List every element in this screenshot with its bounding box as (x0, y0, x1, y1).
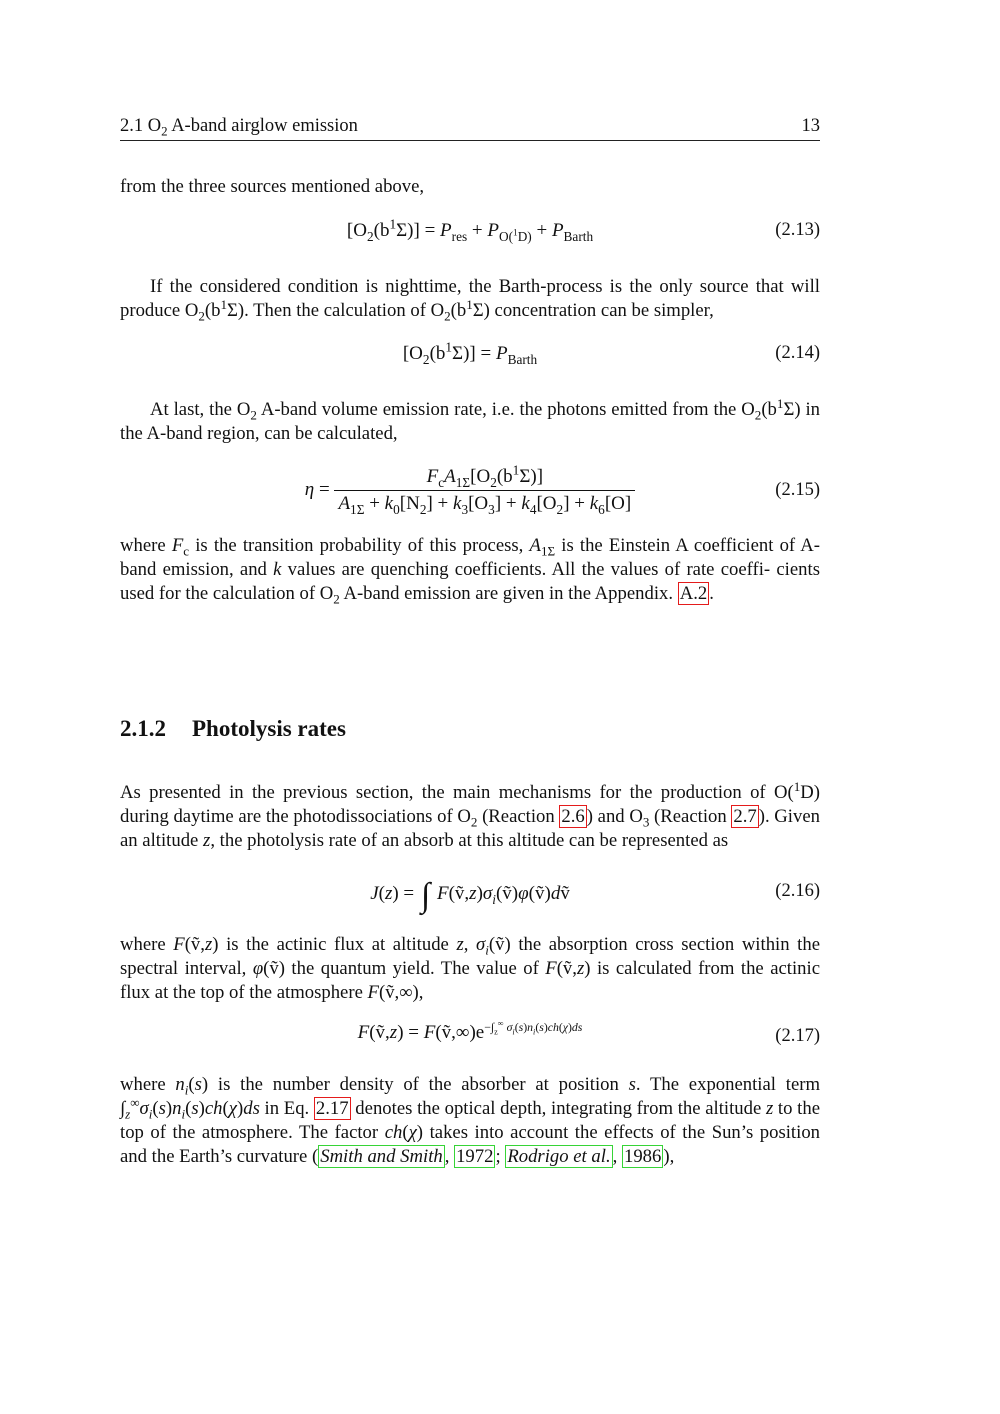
citation-rodrigo-author[interactable]: Rodrigo et al. (507, 1146, 611, 1167)
running-header (120, 116, 820, 141)
equation-2-15 (120, 462, 820, 518)
reaction-link-2-6[interactable]: 2.6 (561, 806, 585, 827)
citation-smith-year[interactable]: 1972 (456, 1146, 494, 1167)
paragraph-optical-depth: where $n_i(s)$ is the number density of the absorber at position s. The exponential term $\int_z^\infty\sigma_i(s)n_i(s)ch(\chi)ds$ in Eq. 2.17 denotes the optical depth, integrating from the altitude z to the top of the atmosphere. The factor ch(χ) takes into account the effects of the Sun’s position and the Earth’s curvature ( Smith and Smith , 1972 ; Rodrigo et al. , 1986 ), (120, 1074, 821, 1167)
equation-2-13-body: $[O_2(b^1\Sigma)] = P_{res} + P_{O(^1D)} + P_{Barth}$ (346, 216, 594, 244)
running-title: 2.1 $O_2$ A-band airglow emission (120, 116, 358, 139)
equation-2-16-body: J(z) = ∫ $F(ṽ,z)\sigma_i(ṽ)\varphi(ṽ)dṽ$ (370, 877, 570, 914)
paragraph-nighttime: If the considered condition is nighttime, the Barth-process is the only source that will produce $O_2(b^1\Sigma)$. Then the calculation of $O_2(b^1\Sigma)$ concentration can be simpler, (120, 276, 820, 324)
paragraph-photodissociation: As presented in the previous section, the main mechanisms for the production of O($^1$D) during daytime are the photodissociations of $O_2$ (Reaction 2.6 ) and $O_3$ (Reaction 2.7 ). Given an altitude z, the photolysis rate of an absorb at this altitude can be represented as (120, 778, 820, 851)
equation-number: (2.16) (775, 881, 820, 901)
equation-number: (2.17) (775, 1026, 820, 1046)
equation-2-13 (120, 216, 820, 250)
section-title: Photolysis rates (192, 716, 346, 741)
equation-2-14-body: $[O_2(b^1\Sigma)] = P_{Barth}$ (402, 339, 538, 367)
citation-smith-author[interactable]: Smith and Smith (320, 1146, 443, 1167)
equation-2-17 (120, 1018, 820, 1052)
reaction-link-2-7[interactable]: 2.7 (733, 806, 757, 827)
equation-link-2-17[interactable]: 2.17 (315, 1098, 349, 1119)
citation-rodrigo-year[interactable]: 1986 (623, 1146, 662, 1167)
equation-2-16 (120, 877, 820, 913)
paragraph-emission-rate: At last, the $O_2$ A-band volume emission rate, i.e. the photons emitted from the $O_2(b^1\Sigma)$ in the A-band region, can be calculated, (120, 395, 820, 444)
equation-number: (2.13) (775, 220, 820, 240)
equation-2-14 (120, 339, 820, 373)
fraction (334, 462, 635, 517)
paragraph-actinic-flux: where F(ṽ,z) is the actinic flux at altitude z, $\sigma_i(ṽ)$ the absorption cross section within the spectral interval, φ(ṽ) the quantum yield. The value of F(ṽ,z) is calculated from the actinic flux at the top of the atmosphere F(ṽ,∞), (120, 934, 821, 1003)
integral-sign: ∫ (420, 877, 431, 914)
fraction-numerator: $F_cA_{1\Sigma}[O_2(b^1\Sigma)]$ (426, 462, 544, 490)
equation-2-15-body: η = $\frac{F_cA_{1\Sigma}[O_2(b^1\Sigma)]}{A_{1\Sigma} + k_0[N_2] + k_3[O_3] + k_4[O_2] + k_6[O]}$ (120, 466, 820, 515)
fraction-denominator: $A_{1\Sigma} + k_0[N_2] + k_3[O_3] + k_4[O_2] + k_6[O]$ (334, 490, 635, 515)
paragraph-transition-probability: where $F_c$ is the transition probability of this process, $A_{1\Sigma}$ is the Einstein A coefficient of A-band emission, and k values are quenching coefficients. All the values of rate coeffi- cients used for the calculation of $O_2$ A-band emission are given in the Appendix. A.2 . (120, 535, 820, 607)
section-number: 2.1.2 (120, 716, 166, 741)
section-heading (120, 716, 346, 742)
equation-number: (2.15) (775, 480, 820, 500)
appendix-link[interactable]: A.2 (679, 583, 708, 604)
paragraph-intro: from the three sources mentioned above, (120, 176, 425, 197)
equation-2-17-body: F(ṽ,z) = $F(ṽ,\infty)e^{-\int_z^\infty \sigma_i(s)n_i(s)ch(\chi)ds}$ (357, 1018, 583, 1043)
page-number: 13 (801, 116, 820, 136)
equation-number: (2.14) (775, 343, 820, 363)
